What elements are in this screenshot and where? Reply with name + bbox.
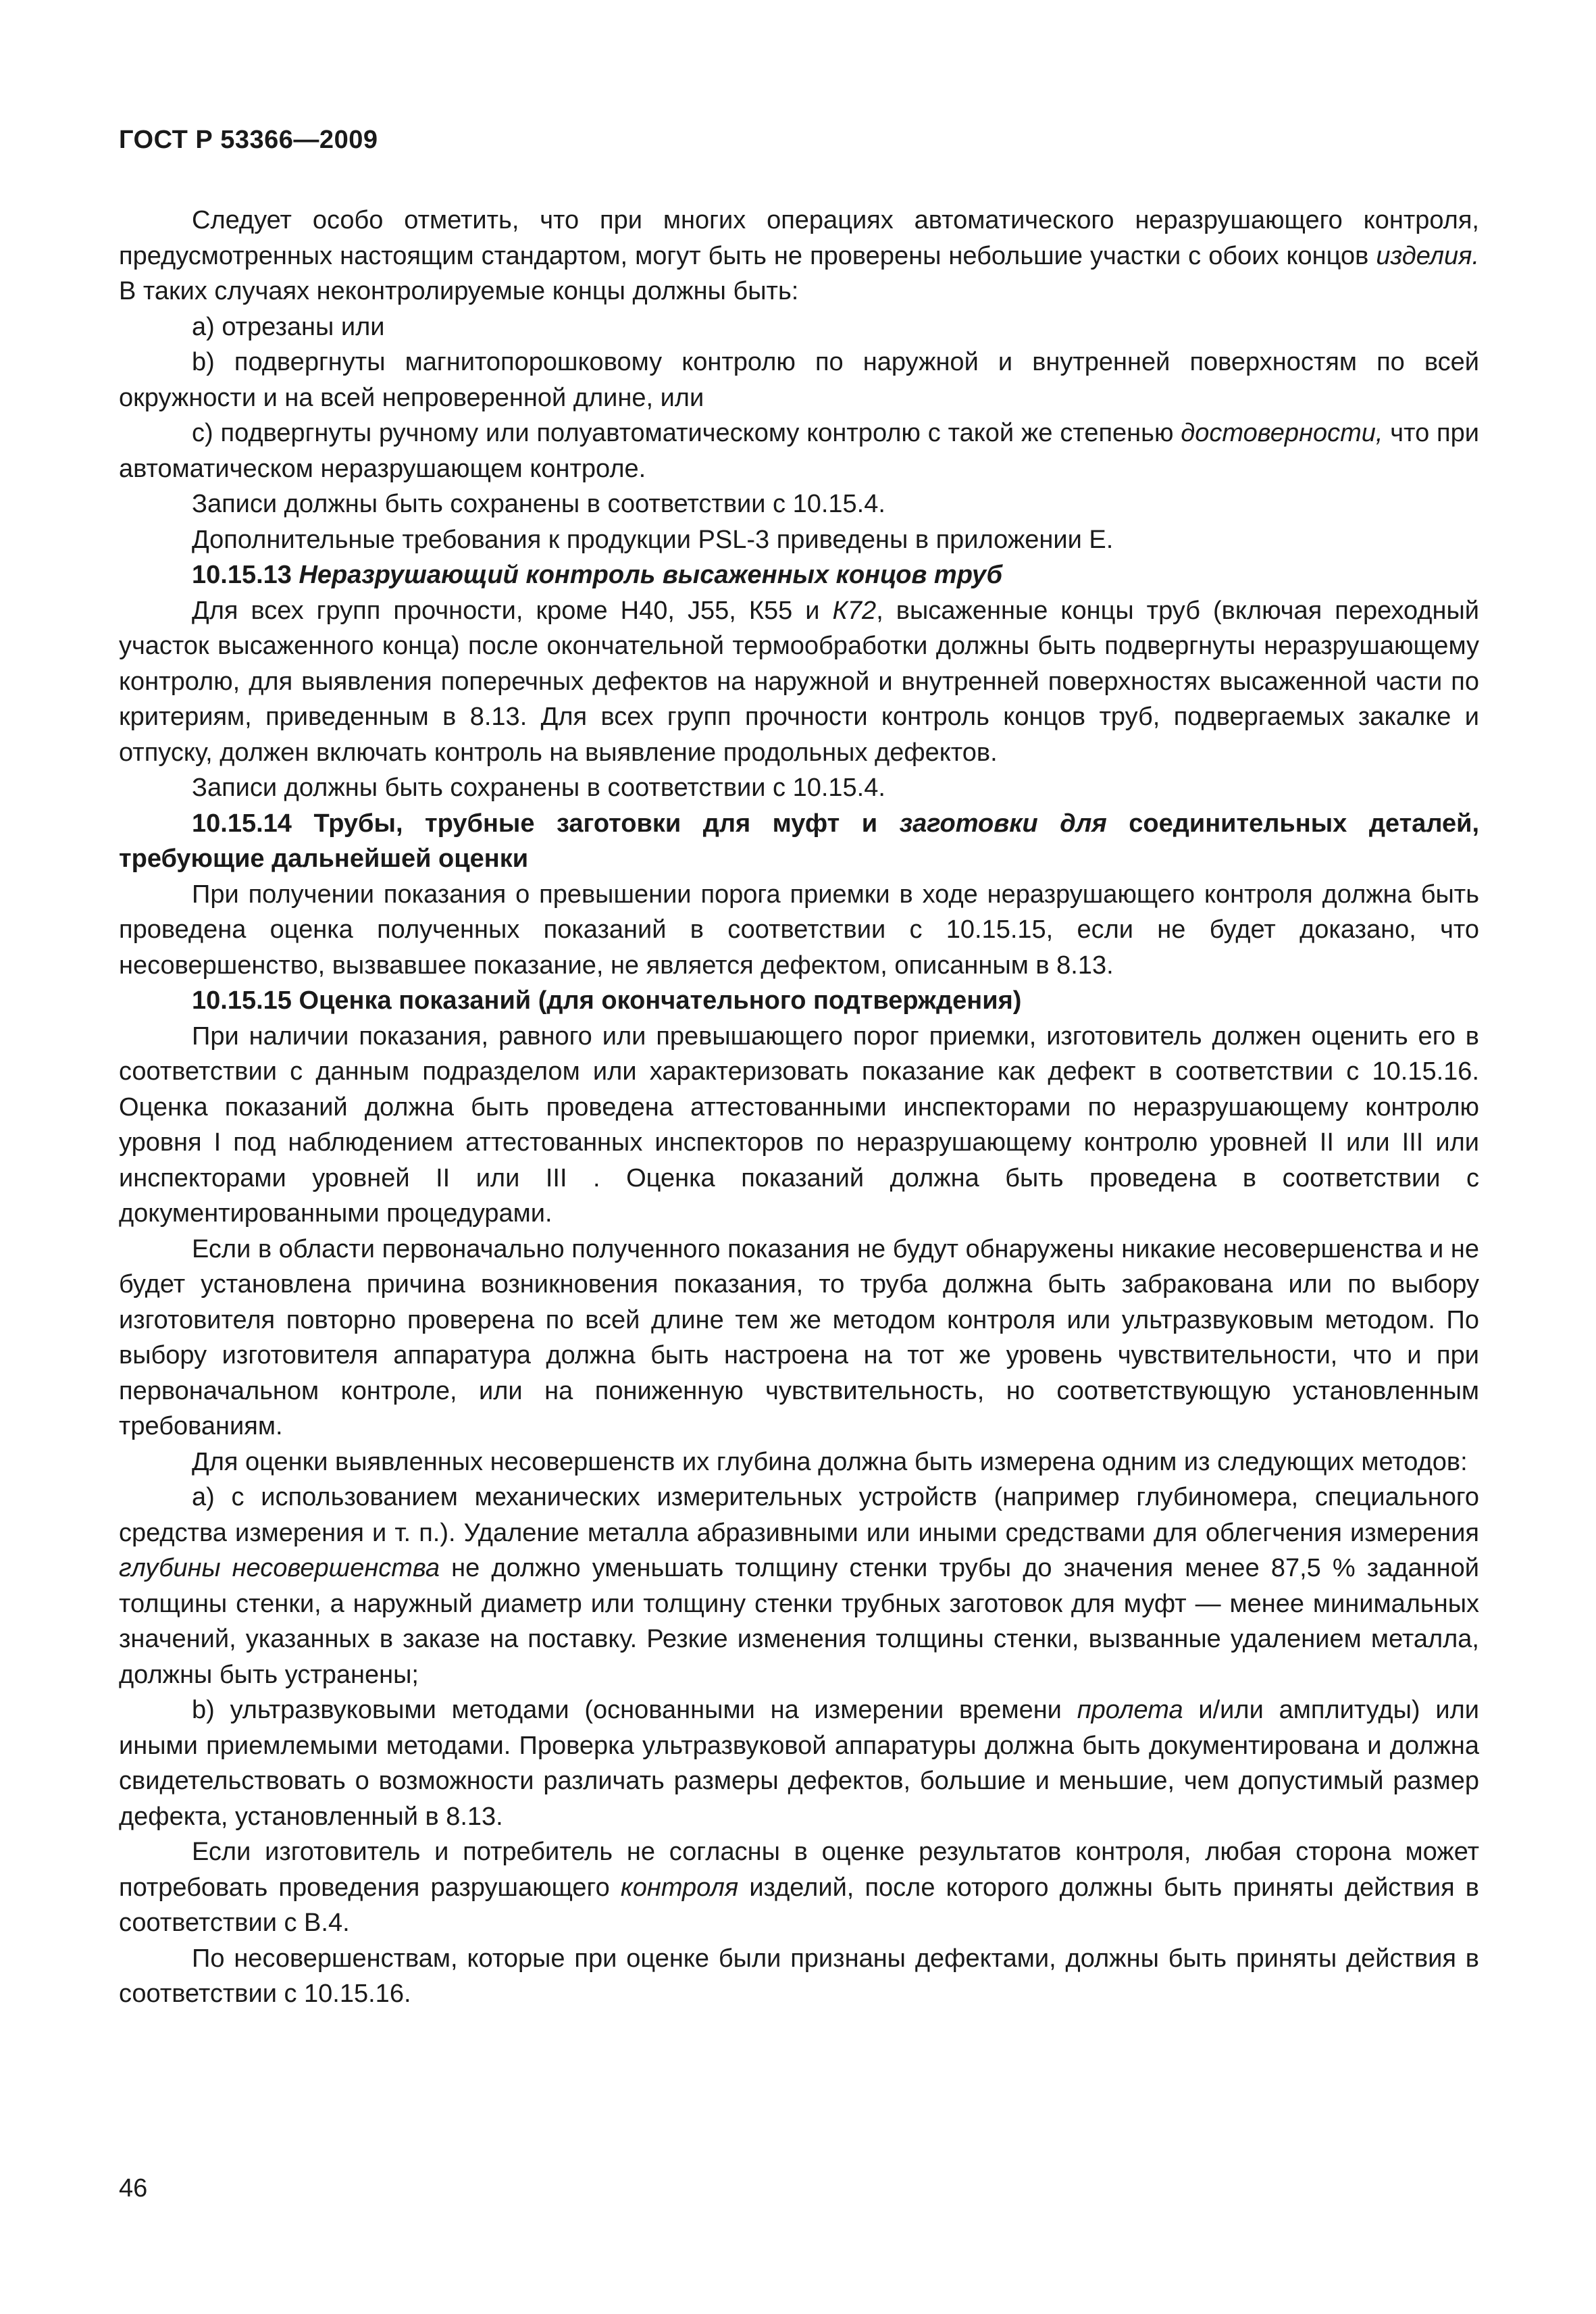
paragraph: Если в области первоначально полученного показания не будут обнаружены никакие несовершенства и не будет установлена причина возникновения показания, то труба должна быть забракована или по выбору изготовителя повторно проверена по всей длине тем же методом контроля или ультразвуковым методом. По выбору изготовителя аппаратура должна быть настроена на тот же уровень чувствительности, что и при первоначальном контроле, или на пониженную чувствительность, но соответствующую установленным требованиям. [119, 1234, 1479, 1440]
list-item: а) отрезаны или [192, 312, 385, 341]
paragraph: Следует особо отметить, что при многих операциях автоматического неразрушающего контроля, предусмотренных настоящим стандартом, могут быть не проверены небольшие участки с обоих концов изделия. В таких случаях неконтролируемые концы должны быть: [119, 206, 1479, 305]
paragraph: Для оценки выявленных несовершенств их глубина должна быть измерена одним из следующих методов: [192, 1447, 1468, 1476]
page-number: 46 [119, 2174, 148, 2203]
section-heading: 10.15.14 Трубы, трубные заготовки для муфт и заготовки для соединительных деталей, требующие дальнейшей оценки [119, 809, 1480, 873]
list-item: b) ультразвуковыми методами (основанными на измерении времени пролета и/или амплитуды) или иными приемлемыми методами. Проверка ультразвуковой аппаратуры должна быть документирована и должна свидетельствовать о возможности различать размеры дефектов, большие и меньшие, чем допустимый размер дефекта, установленный в 8.13. [119, 1696, 1479, 1831]
paragraph: При наличии показания, равного или превышающего порог приемки, изготовитель должен оценить его в соответствии с данным подразделом или характеризовать показание как дефект в соответствии с 10.15.16. Оценка показаний должна быть проведена аттестованными инспекторами по неразрушающему контролю уровня I под наблюдением аттестованных инспекторов по неразрушающему контролю уровней II или III или инспекторами уровней II или III . Оценка показаний должна быть проведена в соответствии с документированными процедурами. [119, 1022, 1479, 1228]
section-heading: 10.15.15 Оценка показаний (для окончательного подтверждения) [192, 986, 1022, 1015]
document-body [119, 203, 1479, 2012]
section-heading: 10.15.13 Неразрушающий контроль высаженных концов труб [192, 561, 1003, 589]
paragraph: При получении показания о превышении порога приемки в ходе неразрушающего контроля должна быть проведена оценка полученных показаний в соответствии с 10.15.15, если не будет доказано, что несовершенство, вызвавшее показание, не является дефектом, описанным в 8.13. [119, 880, 1479, 980]
paragraph: Дополнительные требования к продукции PSL-3 приведены в приложении Е. [192, 525, 1114, 554]
list-item: с) подвергнуты ручному или полуавтоматическому контролю с такой же степенью достоверности, что при автоматическом неразрушающем контроле. [119, 419, 1479, 483]
paragraph: По несовершенствам, которые при оценке были признаны дефектами, должны быть приняты действия в соответствии с 10.15.16. [119, 1944, 1479, 2008]
paragraph: Записи должны быть сохранены в соответствии с 10.15.4. [192, 490, 885, 518]
paragraph: Если изготовитель и потребитель не согласны в оценке результатов контроля, любая сторона может потребовать проведения разрушающего контроля изделий, после которого должны быть приняты действия в соответствии с В.4. [119, 1838, 1479, 1937]
paragraph: Для всех групп прочности, кроме Н40, J55, К55 и К72, высаженные концы труб (включая переходный участок высаженного конца) после окончательной термообработки должны быть подвергнуты неразрушающему контролю, для выявления поперечных дефектов на наружной и внутренней поверхностях высаженной части по критериям, приведенным в 8.13. Для всех групп прочности контроль концов труб, подвергаемых закалке и отпуску, должен включать контроль на выявление продольных дефектов. [119, 596, 1479, 767]
paragraph: Записи должны быть сохранены в соответствии с 10.15.4. [192, 774, 885, 802]
list-item: b) подвергнуты магнитопорошковому контролю по наружной и внутренней поверхностям по всей окружности и на всей непроверенной длине, или [119, 348, 1479, 412]
list-item: а) с использованием механических измерительных устройств (например глубиномера, специального средства измерения и т. п.). Удаление металла абразивными или иными средствами для облегчения измерения глубины несовершенства не должно уменьшать толщину стенки трубы до значения менее 87,5 % заданной толщины стенки, а наружный диаметр или толщину стенки трубных заготовок для муфт — менее минимальных значений, указанных в заказе на поставку. Резкие изменения толщины стенки, вызванные удалением металла, должны быть устранены; [119, 1483, 1479, 1689]
standard-header: ГОСТ Р 53366—2009 [119, 126, 378, 154]
